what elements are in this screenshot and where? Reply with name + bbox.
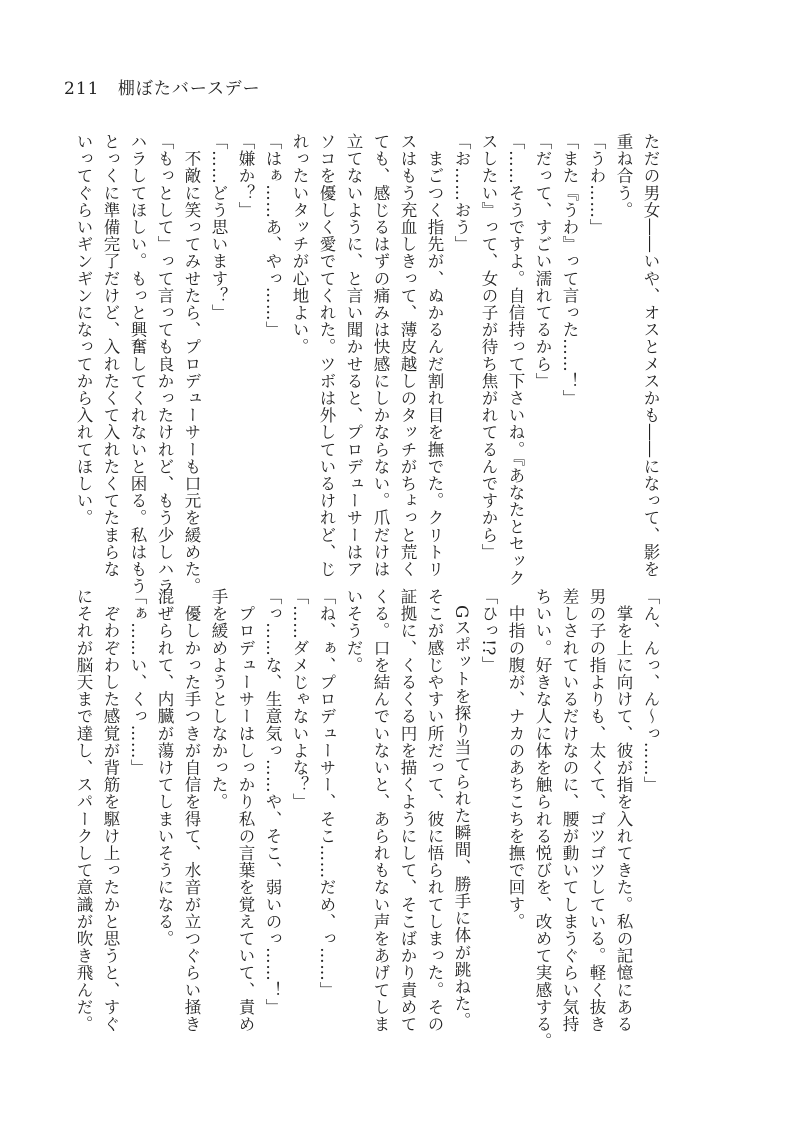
running-header <box>64 74 261 99</box>
text-line: 中指の腹が、ナカのあちこちを撫で回す。 <box>506 588 525 930</box>
text-line: 「……そうですよ。自信持って下さいね。『あなたとセック <box>506 133 525 587</box>
text-line: 重ね合う。 <box>614 133 633 219</box>
text-line: 「はぁ……あ、やっ……」 <box>263 133 282 339</box>
text-line: スしたい』って、女の子が待ち焦がれてるんですから」 <box>479 133 498 561</box>
text-line: プロデューサーはしっかり私の言葉を覚えていて、責め <box>236 588 255 1033</box>
text-line: ハラしてほしい。もっと興奮してくれないと困る。私はもう <box>128 133 147 595</box>
text-line: 「もっとして」って言っても良かったけれど、もう少しハラ <box>155 133 174 595</box>
text-line: 「嫌か？」 <box>236 133 255 219</box>
text-line: 差しされているだけなのに、腰が動いてしまうぐらい気持 <box>560 588 579 1033</box>
text-line: とっくに準備完了だけど、入れたくて入れたくてたまらな <box>101 133 120 578</box>
text-line: 「うわ……」 <box>587 133 606 236</box>
text-line: 混ぜられて、内臓が蕩けてしまいそうになる。 <box>155 588 174 948</box>
text-line: れったいタッチが心地よい。 <box>290 133 309 356</box>
text-block-bottom <box>74 588 664 1050</box>
text-line: 「っ……な、生意気っ……や、そこ、弱いのっ……！」 <box>263 588 282 1016</box>
text-line: ても、感じるはずの痛みは快感にしかならない。爪だけは <box>371 133 390 578</box>
text-line: Gスポットを探り当てられた瞬間、勝手に体が跳ねた。 <box>452 588 471 1030</box>
text-line: 「また『うわ』って言った……！」 <box>560 133 579 407</box>
text-line: 「お……おう」 <box>452 133 471 253</box>
text-line: いそうだ。 <box>344 588 363 674</box>
text-line: ちいい。好きな人に体を触られる悦びを、改めて実感する。 <box>533 588 552 1050</box>
text-line: まごつく指先が、ぬかるんだ割れ目を撫でた。クリトリ <box>425 133 444 578</box>
text-line: 不敵に笑ってみせたら、プロデューサーも口元を緩めた。 <box>182 133 201 595</box>
text-line: 男の子の指よりも、太くて、ゴツゴツしている。軽く抜き <box>587 588 606 1033</box>
text-line: スはもう充血しきって、薄皮越しのタッチがちょっと荒く <box>398 133 417 578</box>
text-line: 優しかった手つきが自信を得て、水音が立つぐらい掻き <box>182 588 201 1033</box>
text-line: 「ひっ!?」 <box>479 588 498 674</box>
text-line: ただの男女――いや、オスとメスかも――になって、影を <box>641 133 660 578</box>
page-number: 211 <box>64 79 100 99</box>
text-line: 「だって、すごい濡れてるから」 <box>533 133 552 390</box>
text-line: くる。口を結んでいないと、あられもない声をあげてしま <box>371 588 390 1033</box>
text-line: 手を緩めようとしなかった。 <box>209 588 228 811</box>
text-line: 「ぁ……い、くっ……」 <box>128 588 147 777</box>
text-block-top <box>74 133 664 595</box>
text-line: 「ね、ぁ、プロデューサー、そこ……だめ、っ……」 <box>317 588 336 999</box>
text-line: にそれが脳天まで達し、スパークして意識が吹き飛んだ。 <box>74 588 93 1033</box>
text-line: ソコを優しく愛でてくれた。ツボは外しているけれど、じ <box>317 133 336 578</box>
text-line: 「ん、んっ、ん〜っ……」 <box>641 588 660 794</box>
chapter-title: 棚ぼたバースデー <box>117 79 261 99</box>
text-line: 掌を上に向けて、彼が指を入れてきた。私の記憶にある <box>614 588 633 1033</box>
text-line: 立てないように、と言い聞かせると、プロデューサーはア <box>344 133 363 578</box>
text-line: 証拠に、くるくる円を描くようにして、そこばかり責めて <box>398 588 417 1033</box>
text-line: ぞわぞわした感覚が背筋を駆け上ったかと思うと、すぐ <box>101 588 120 1033</box>
text-line: いってぐらいギンギンになってから入れてほしい。 <box>74 133 93 527</box>
text-line: 「……どう思います？」 <box>209 133 228 322</box>
text-line: そこが感じやすい所だって、彼に悟られてしまった。その <box>425 588 444 1033</box>
text-line: 「……ダメじゃないよな？」 <box>290 588 309 811</box>
